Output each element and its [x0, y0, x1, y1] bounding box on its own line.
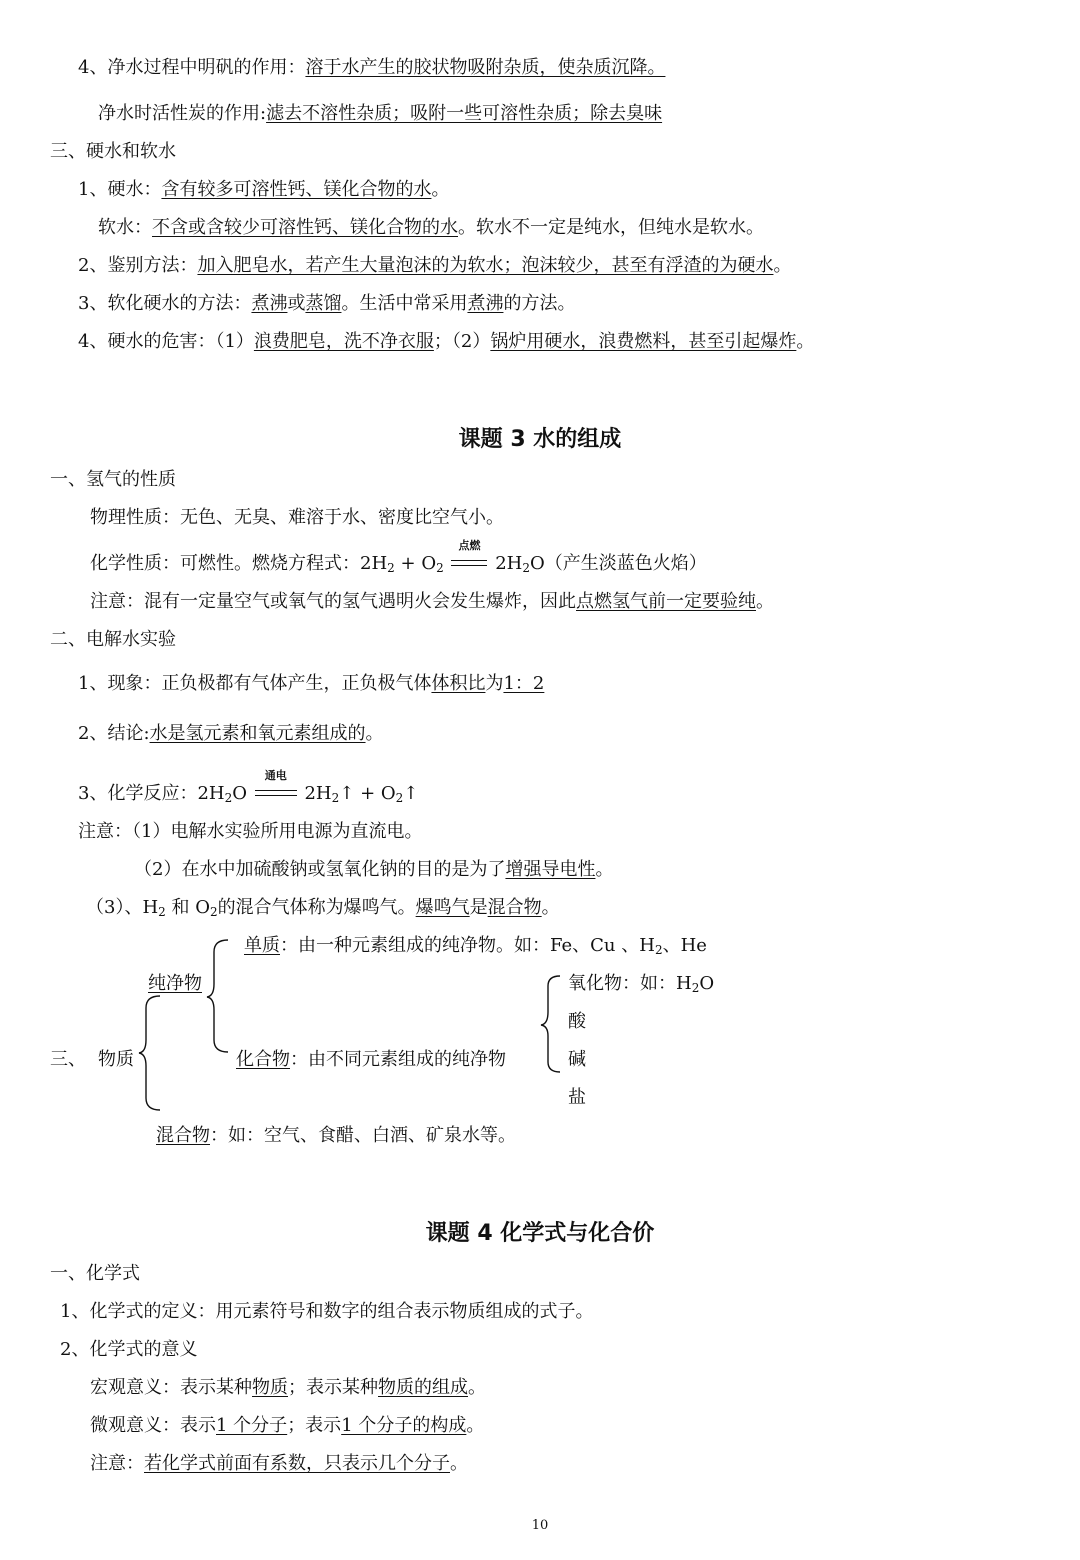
tree-section-number: 三、	[50, 1049, 86, 1070]
compound-brace	[540, 974, 562, 1074]
micro-meaning-line: 微观意义：表示1 个分子；表示1 个分子的构成。	[90, 1415, 485, 1436]
formula-note-line: 注意：若化学式前面有系数，只表示几个分子。	[90, 1453, 468, 1474]
note-1-line: 注意：（1）电解水实验所用电源为直流电。	[78, 821, 423, 842]
tree-acid: 酸	[568, 1011, 586, 1032]
hard-water-line: 1、硬水：含有较多可溶性钙、镁化合物的水。	[78, 179, 450, 200]
physical-properties-line: 物理性质：无色、无臭、难溶于水、密度比空气小。	[90, 507, 504, 528]
tree-base: 碱	[568, 1049, 586, 1070]
matter-brace	[138, 994, 162, 1112]
lesson3-title: 课题 3 水的组成	[458, 427, 622, 452]
heading-electrolysis: 二、电解水实验	[50, 629, 176, 650]
page-number: 10	[531, 1518, 549, 1533]
heading-chemical-formula: 一、化学式	[50, 1263, 140, 1284]
note-3-line: （3）、$H_2$ 和 $O_2$的混合气体称为爆鸣气。爆鸣气是混合物。	[86, 897, 560, 919]
tree-pure-substance: 纯净物	[148, 973, 202, 994]
tree-salt: 盐	[568, 1087, 586, 1108]
carbon-role-line: 净水时活性炭的作用:滤去不溶性杂质；吸附一些可溶性杂质；除去臭味	[98, 103, 663, 124]
heading-hard-soft-water: 三、硬水和软水	[50, 141, 176, 162]
formula-meaning-heading: 2、化学式的意义	[60, 1339, 198, 1360]
tree-mixture: 混合物：如：空气、食醋、白酒、矿泉水等。	[156, 1125, 516, 1146]
ignite-equals-sign: 点燃	[451, 554, 487, 574]
hydrogen-note-line: 注意：混有一定量空气或氧气的氢气遇明火会发生爆炸，因此点燃氢气前一定要验纯。	[90, 591, 774, 612]
soften-method-line: 3、软化硬水的方法：煮沸或蒸馏。生活中常采用煮沸的方法。	[78, 293, 576, 314]
lesson4-title: 课题 4 化学式与化合价	[425, 1221, 655, 1246]
reaction-line: 3、化学反应：$2H_2O$ 通电 $2H_2↑$ + $O_2↑$	[78, 769, 419, 805]
tree-element: 单质：由一种元素组成的纯净物。如：Fe、Cu 、$H_2$、He	[244, 935, 707, 957]
alum-role-line: 4、净水过程中明矾的作用：溶于水产生的胶状物吸附杂质，使杂质沉降。	[78, 57, 666, 78]
conclusion-line: 2、结论:水是氢元素和氧元素组成的。	[78, 723, 384, 744]
carbon-role-answer: 滤去不溶性杂质；吸附一些可溶性杂质；除去臭味	[266, 103, 663, 124]
pure-substance-brace	[206, 938, 230, 1054]
chemical-properties-line: 化学性质：可燃性。燃烧方程式：$2H_2 + O_2$ 点燃 $2H_2O$（产生淡蓝色火焰）	[90, 539, 707, 575]
electric-equals-sign: 通电	[255, 784, 297, 804]
heading-hydrogen-properties: 一、氢气的性质	[50, 469, 176, 490]
phenomenon-line: 1、现象：正负极都有气体产生，正负极气体体积比为1：2	[78, 673, 545, 694]
soft-water-line: 软水：不含或含较少可溶性钙、镁化合物的水。软水不一定是纯水，但纯水是软水。	[98, 217, 764, 238]
formula-definition-line: 1、化学式的定义：用元素符号和数字的组合表示物质组成的式子。	[60, 1301, 594, 1322]
hard-water-harm-line: 4、硬水的危害：（1）浪费肥皂，洗不净衣服；（2）锅炉用硬水，浪费燃料，甚至引起爆炸。	[78, 331, 815, 352]
tree-oxide: 氧化物：如：$H_2O$	[568, 973, 715, 995]
macro-meaning-line: 宏观意义：表示某种物质；表示某种物质的组成。	[90, 1377, 486, 1398]
tree-compound: 化合物：由不同元素组成的纯净物	[236, 1049, 506, 1070]
alum-role-answer: 溶于水产生的胶状物吸附杂质，使杂质沉降。	[305, 57, 666, 78]
note-2-line: （2）在水中加硫酸钠或氢氧化钠的目的是为了增强导电性。	[134, 859, 614, 880]
tree-root-matter: 物质	[98, 1049, 134, 1070]
identify-method-line: 2、鉴别方法：加入肥皂水，若产生大量泡沫的为软水；泡沫较少，甚至有浮渣的为硬水。	[78, 255, 792, 276]
